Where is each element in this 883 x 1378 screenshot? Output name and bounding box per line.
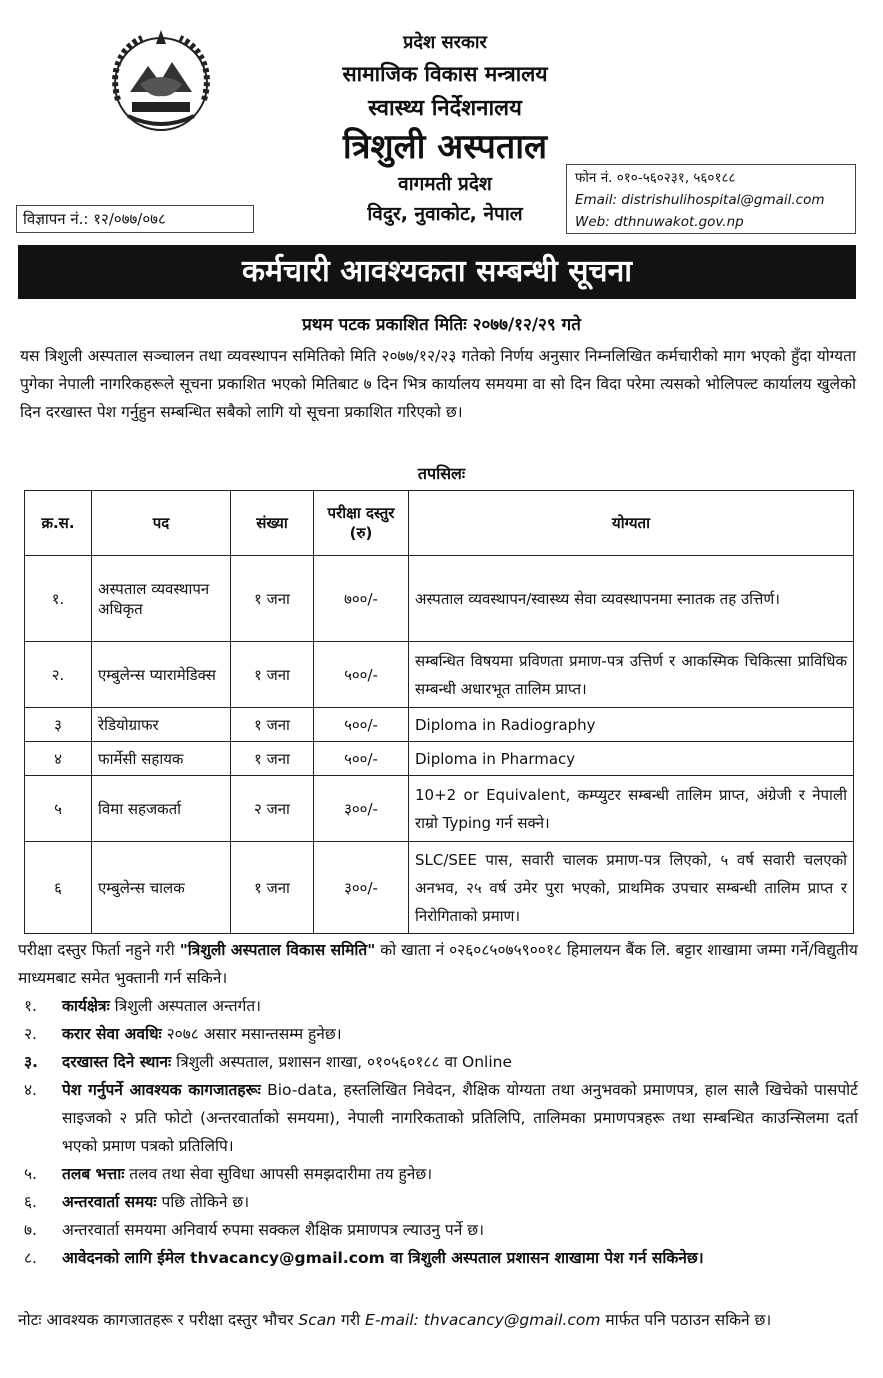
cell-count: १ जना	[231, 556, 314, 642]
cell-qualification: अस्पताल व्यवस्थापन/स्वास्थ्य सेवा व्यवस्थापनमा स्नातक तह उत्तिर्ण।	[409, 556, 854, 642]
cell-post: एम्बुलेन्स चालक	[92, 842, 231, 934]
table-header-row	[25, 491, 854, 556]
cell-sn: २.	[25, 642, 92, 708]
cell-fee: ३००/-	[314, 776, 409, 842]
note-paragraph	[18, 1306, 858, 1334]
list-item	[18, 1160, 858, 1188]
list-item-label: कार्यक्षेत्रः	[62, 997, 110, 1015]
column-header-count: संख्या	[231, 491, 314, 556]
vacancy-table	[24, 490, 854, 934]
cell-qualification: Diploma in Pharmacy	[409, 742, 854, 776]
table-row	[25, 742, 854, 776]
cell-sn: ६	[25, 842, 92, 934]
details-heading: तपसिलः	[417, 464, 466, 483]
cell-fee: ५००/-	[314, 708, 409, 742]
note-email: E-mail: thvacancy@gmail.com	[365, 1311, 601, 1329]
list-item	[18, 1048, 858, 1076]
column-header-fee: परीक्षा दस्तुर (रु)	[314, 491, 409, 556]
list-item-text: तलव तथा सेवा सुविधा आपसी समझदारीमा तय हुनेछ।	[124, 1165, 433, 1183]
note-scan: Scan	[298, 1311, 337, 1329]
list-item-label: पेश गर्नुपर्ने आवश्यक कागजातहरूः	[62, 1081, 261, 1099]
list-item-number: २.	[24, 1025, 37, 1043]
cell-count: १ जना	[231, 742, 314, 776]
advertisement-number: विज्ञापन नं.: १२/०७७/०७८	[16, 205, 254, 233]
column-header-sn: क्र.स.	[25, 491, 92, 556]
cell-sn: १.	[25, 556, 92, 642]
header-province: वागमती प्रदेश	[398, 173, 492, 195]
header-line-province-government: प्रदेश सरकार	[403, 32, 487, 53]
contact-box	[566, 164, 856, 234]
contact-web: Web: dthnuwakot.gov.np	[575, 214, 744, 230]
cell-fee: ५००/-	[314, 642, 409, 708]
list-item-number: ३.	[24, 1053, 38, 1071]
cell-post: फार्मेसी सहायक	[92, 742, 231, 776]
cell-post: रेडियोग्राफर	[92, 708, 231, 742]
table-row	[25, 708, 854, 742]
column-header-post: पद	[92, 491, 231, 556]
fee-payment-paragraph	[18, 936, 858, 992]
fee-payment-account-name: "त्रिशुली अस्पताल विकास समिति"	[179, 941, 376, 959]
published-date: प्रथम पटक प्रकाशित मितिः २०७७/१२/२९ गते	[302, 315, 581, 335]
table-row	[25, 842, 854, 934]
notice-title-banner: कर्मचारी आवश्यकता सम्बन्धी सूचना	[18, 245, 856, 299]
cell-count: १ जना	[231, 708, 314, 742]
list-item-text: २०७८ असार मसान्तसम्म हुनेछ।	[161, 1025, 342, 1043]
cell-fee: ३००/-	[314, 842, 409, 934]
hospital-name: त्रिशुली अस्पताल	[342, 127, 548, 167]
cell-fee: ५००/-	[314, 742, 409, 776]
intro-paragraph: यस त्रिशुली अस्पताल सञ्चालन तथा व्यवस्थापन समितिको मिति २०७७/१२/२३ गतेको निर्णय अनुसार निम्नलिखित कर्मचारीको माग भएको हुँदा योग्यता पुगेका नेपाली नागरिकहरूले सूचना प्रकाशित भएको मितिबाट ७ दिन भित्र कार्यालय समयमा वा सो दिन विदा परेमा त्यसको भोलिपल्ट कार्यालय खुलेको दिन दरखास्त पेश गर्नुहुन सम्बन्धित सबैको लागि यो सूचना प्रकाशित गरिएको छ।	[20, 347, 856, 421]
contact-email: Email: distrishulihospital@gmail.com	[575, 192, 825, 208]
header-line-ministry: सामाजिक विकास मन्त्रालय	[342, 62, 548, 86]
list-item-text: Bio-data, हस्तलिखित निवेदन, शैक्षिक योग्यता तथा अनुभवको प्रमाणपत्र, हाल सालै खिचेको पासपोर्ट साइजको २ प्रति फोटो (अन्तरवार्ताको समयमा), नेपाली नागरिकताको प्रतिलिपि, तालिमका प्रमाणपत्रहरू तथा सम्बन्धित काउन्सिलमा दर्ता भएको प्रमाण पत्रको प्रतिलिपि।	[62, 1081, 858, 1155]
list-item-label: दरखास्त दिने स्थानः	[62, 1053, 172, 1071]
cell-count: २ जना	[231, 776, 314, 842]
note-text-pre: नोटः आवश्यक कागजातहरू र परीक्षा दस्तुर भौचर	[18, 1311, 299, 1329]
list-item	[18, 1076, 858, 1160]
list-item-number: ८.	[24, 1249, 37, 1267]
list-item	[18, 1188, 858, 1216]
cell-sn: ४	[25, 742, 92, 776]
list-item-text: त्रिशुली अस्पताल अन्तर्गत।	[109, 997, 262, 1015]
list-item-number: ५.	[24, 1165, 37, 1183]
contact-phone: फोन नं. ०१०-५६०२३१, ५६०१८८	[575, 170, 736, 186]
list-item	[18, 992, 858, 1020]
cell-post: अस्पताल व्यवस्थापन अधिकृत	[92, 556, 231, 642]
list-item-label: आवेदनको लागि ईमेल thvacancy@gmail.com वा त्रिशुली अस्पताल प्रशासन शाखामा पेश गर्न सकिनेछ।	[62, 1249, 704, 1267]
cell-count: १ जना	[231, 642, 314, 708]
cell-qualification: Diploma in Radiography	[409, 708, 854, 742]
list-item	[18, 1020, 858, 1048]
list-item-text: अन्तरवार्ता समयमा अनिवार्य रुपमा सक्कल शैक्षिक प्रमाणपत्र ल्याउनु पर्ने छ।	[62, 1221, 484, 1239]
conditions-list	[18, 992, 858, 1272]
list-item	[18, 1216, 858, 1244]
list-item	[18, 1244, 858, 1272]
header-line-directorate: स्वास्थ्य निर्देशनालय	[368, 96, 522, 121]
list-item-label: अन्तरवार्ता समयः	[62, 1193, 157, 1211]
cell-post: एम्बुलेन्स प्यारामेडिक्स	[92, 642, 231, 708]
cell-post: विमा सहजकर्ता	[92, 776, 231, 842]
header-address: विदुर, नुवाकोट, नेपाल	[367, 203, 523, 225]
cell-qualification: 10+2 or Equivalent, कम्प्युटर सम्बन्धी तालिम प्राप्त, अंग्रेजी र नेपाली राम्रो Typing गर्न सक्ने।	[409, 776, 854, 842]
column-header-qualification: योग्यता	[409, 491, 854, 556]
table-row	[25, 642, 854, 708]
fee-payment-text-pre: परीक्षा दस्तुर फिर्ता नहुने गरी	[18, 941, 180, 959]
fee-payment-text-post: को खाता नं ०२६०८५०७५९००१८ हिमालयन बैंक लि. बट्टार शाखामा जम्मा गर्ने/विद्युतीय माध्यमबाट समेत भुक्तानी गर्न सकिने।	[18, 941, 858, 987]
note-text-post: मार्फत पनि पठाउन सकिने छ।	[600, 1311, 772, 1329]
nepal-government-emblem	[102, 22, 220, 140]
cell-sn: ३	[25, 708, 92, 742]
list-item-text: पछि तोकिने छ।	[156, 1193, 250, 1211]
list-item-number: १.	[24, 997, 37, 1015]
cell-count: १ जना	[231, 842, 314, 934]
table-row	[25, 556, 854, 642]
list-item-text: त्रिशुली अस्पताल, प्रशासन शाखा, ०१०५६०१८८ वा Online	[171, 1053, 513, 1071]
cell-qualification: SLC/SEE पास, सवारी चालक प्रमाण-पत्र लिएको, ५ वर्ष सवारी चलएको अनभव, २५ वर्ष उमेर पुरा भएको, प्राथमिक उपचार सम्बन्धी तालिम प्राप्त र निरोगिताको प्रमाण।	[409, 842, 854, 934]
list-item-label: तलब भत्ताः	[62, 1165, 125, 1183]
table-row	[25, 776, 854, 842]
cell-qualification: सम्बन्धित विषयमा प्रविणता प्रमाण-पत्र उत्तिर्ण र आकस्मिक चिकित्सा प्राविधिक सम्बन्धी अधारभूत तालिम प्राप्त।	[409, 642, 854, 708]
note-text-mid: गरी	[336, 1311, 366, 1329]
list-item-number: ७.	[24, 1221, 37, 1239]
list-item-label: करार सेवा अवधिः	[62, 1025, 162, 1043]
cell-fee: ७००/-	[314, 556, 409, 642]
cell-sn: ५	[25, 776, 92, 842]
list-item-number: ६.	[24, 1193, 37, 1211]
list-item-number: ४.	[24, 1081, 37, 1099]
